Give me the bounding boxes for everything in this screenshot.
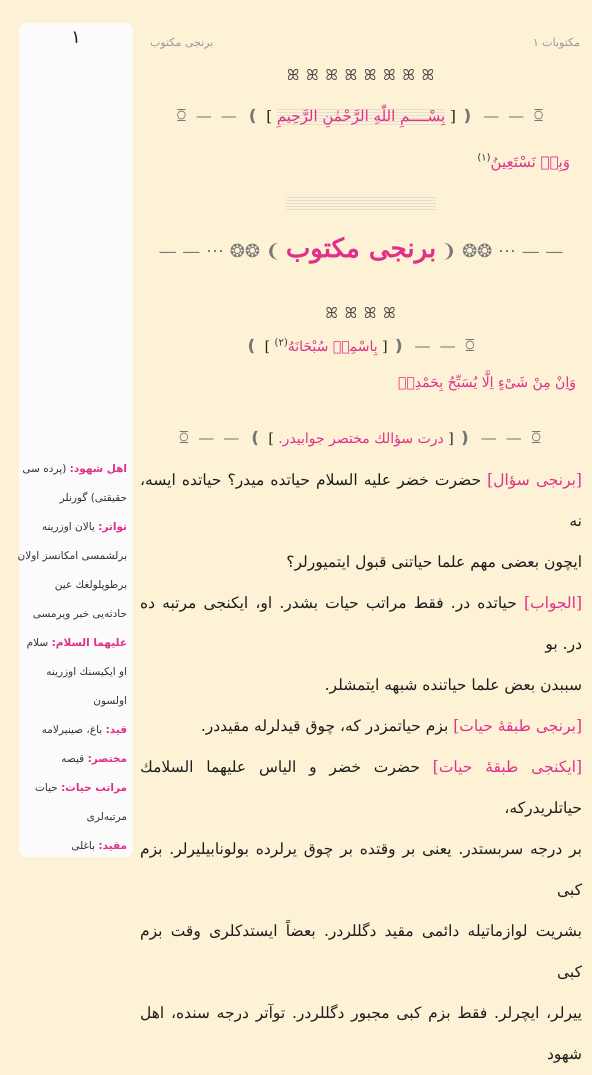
- glossary-definition: برلشمسى امكانسز اولان: [17, 550, 127, 562]
- glossary-entry: [23, 716, 127, 745]
- glossary-entry: [23, 600, 127, 629]
- subtitle-text: بِاسْمِهٖ سُبْحَانَهُ: [287, 339, 378, 355]
- glossary-definition: حقيقتى) گورنلر: [59, 492, 127, 504]
- glossary-definition: حادثه‌يى خبر ويرمسى: [32, 608, 127, 620]
- glossary-definition: سلام: [26, 637, 49, 649]
- glossary-entry: [23, 687, 127, 716]
- glossary-term: مختصر:: [87, 753, 127, 765]
- paragraph-4-line-4: ييرلر، ايچرلر. فقط بزم كبى مجبور دگللردر. توآتر درجه سنده، اهل شهود: [140, 1004, 582, 1063]
- paragraph-2-line-2: سببدن بعض علما حياتنده شبهه ايتمشلر.: [324, 676, 582, 694]
- glossary-term: قيد:: [105, 724, 127, 736]
- glossary-definition: يالان اوزرينه: [41, 521, 95, 533]
- glossary-definition: مرتبه‌لرى: [86, 811, 127, 823]
- top-ornament: ꕤ ꕤ ꕤ ꕤ ꕤ ꕤ ꕤ ꕤ: [286, 66, 436, 84]
- running-header-left: برنجى مكتوب: [150, 36, 214, 49]
- mid-ornament: ꕤ ꕤ ꕤ ꕤ: [325, 304, 397, 322]
- glossary-entry: [23, 455, 127, 484]
- paragraph-4-line-3: بشريت لوازماتيله دائمى مقيد دگللردر. بعضاً ايستدكلرى وقت بزم كبى: [140, 922, 582, 981]
- glossary-definition: (پرده ‌سى: [22, 463, 67, 475]
- glossary-definition: برطوپلولغك عين: [54, 579, 127, 591]
- glossary-term: مراتب حيات:: [61, 782, 127, 794]
- glossary-definition: باغ، صينيرلامه: [41, 724, 103, 736]
- glossary-entry: [23, 774, 127, 803]
- paragraph-1-line-2: ايچون بعضى مهم علما حياتنى قبول ايتميورلر؟: [286, 553, 582, 571]
- letter-title-line: — — ⋯ ❂❂ ❨ برنجى مكتوب ❩ ❂❂ ⋯ — —: [158, 234, 564, 264]
- glossary-entry: [23, 745, 127, 774]
- glossary-entry: [23, 513, 127, 542]
- glossary-entry: [23, 832, 127, 861]
- glossary-term: عليهما السلام:: [51, 637, 127, 649]
- ayah: وَاِنْ مِنْ شَىْءٍ اِلَّا يُسَبِّحُ بِحَمْدِهٖ: [397, 375, 576, 391]
- glossary-entry: [17, 542, 127, 571]
- glossary-term: مقيد:: [98, 840, 127, 852]
- paragraph-4-line-2: بر درجه سربستدر. يعنى بر وقتده بر چوق يرلرده بولونابيليرلر. بزم كبى: [140, 840, 582, 899]
- glossary-panel: [19, 23, 133, 857]
- glossary-entry: [23, 484, 127, 513]
- glossary-definition: قيصه: [61, 753, 85, 765]
- glossary-list: [17, 455, 127, 861]
- basmala-text: بِسْــــمِ اللّٰهِ الرَّحْمٰنِ الرَّحِيمِ: [276, 107, 446, 125]
- paragraph-4-line-1: [ايكنجى طبقهٔ حيات] حضرت خضر و الياس عليهما السلامك حياتلريدركه،: [140, 758, 582, 817]
- subtitle-line: ꗞ — — ❪ [ بِاسْمِهٖ سُبْحَانَهُ$^{(٢)}$ ] ❫: [244, 336, 478, 355]
- glossary-definition: باغلى: [71, 840, 96, 852]
- glossary-definition: اولسون: [93, 695, 127, 707]
- glossary-term: تواتر:: [98, 521, 127, 533]
- glossary-entry: [23, 629, 127, 658]
- title-shadow: [140, 196, 582, 210]
- paragraph-3-line-1: [برنجى طبقهٔ حيات] بزم حياتمزدر كه، چوق قيدلرله مقيددر.: [200, 717, 582, 735]
- section-header-line: ꗞ — — ❪ [ درت سؤالك مختصر جوابيدر. ] ❫ — — ꗞ: [178, 428, 544, 447]
- isti3ana: وَبِهٖ نَسْتَعِينُ$^{(١)}$: [477, 152, 570, 171]
- letter-title: برنجى مكتوب: [285, 234, 437, 264]
- running-header-right: مكتوبات ١: [532, 36, 580, 49]
- glossary-definition: او ايكيسنك اوزرينه: [46, 666, 127, 678]
- glossary-entry: [23, 658, 127, 687]
- page-number: ١: [71, 27, 81, 48]
- glossary-entry: [23, 571, 127, 600]
- glossary-entry: [23, 803, 127, 832]
- section-header-text: درت سؤالك مختصر جوابيدر.: [278, 431, 444, 447]
- glossary-term: اهل شهود:: [69, 463, 127, 475]
- glossary-definition: حيات: [35, 782, 58, 794]
- paragraph-1-line-1: [برنجى سؤال] حضرت خضر عليه السلام حياتده ميدر؟ حياتده ايسه، نه: [140, 471, 582, 530]
- paragraph-2-line-1: [الجواب] حياتده در. فقط مراتب حيات بشدر. او، ايكنجى مرتبه ده در. بو: [140, 594, 582, 653]
- basmala-line: ꗞ — — ❪ [ بِسْــــمِ اللّٰهِ الرَّحْمٰنِ الرَّحِيمِ ] ❫ — — ꗞ: [176, 106, 546, 125]
- main-text: [140, 460, 582, 1075]
